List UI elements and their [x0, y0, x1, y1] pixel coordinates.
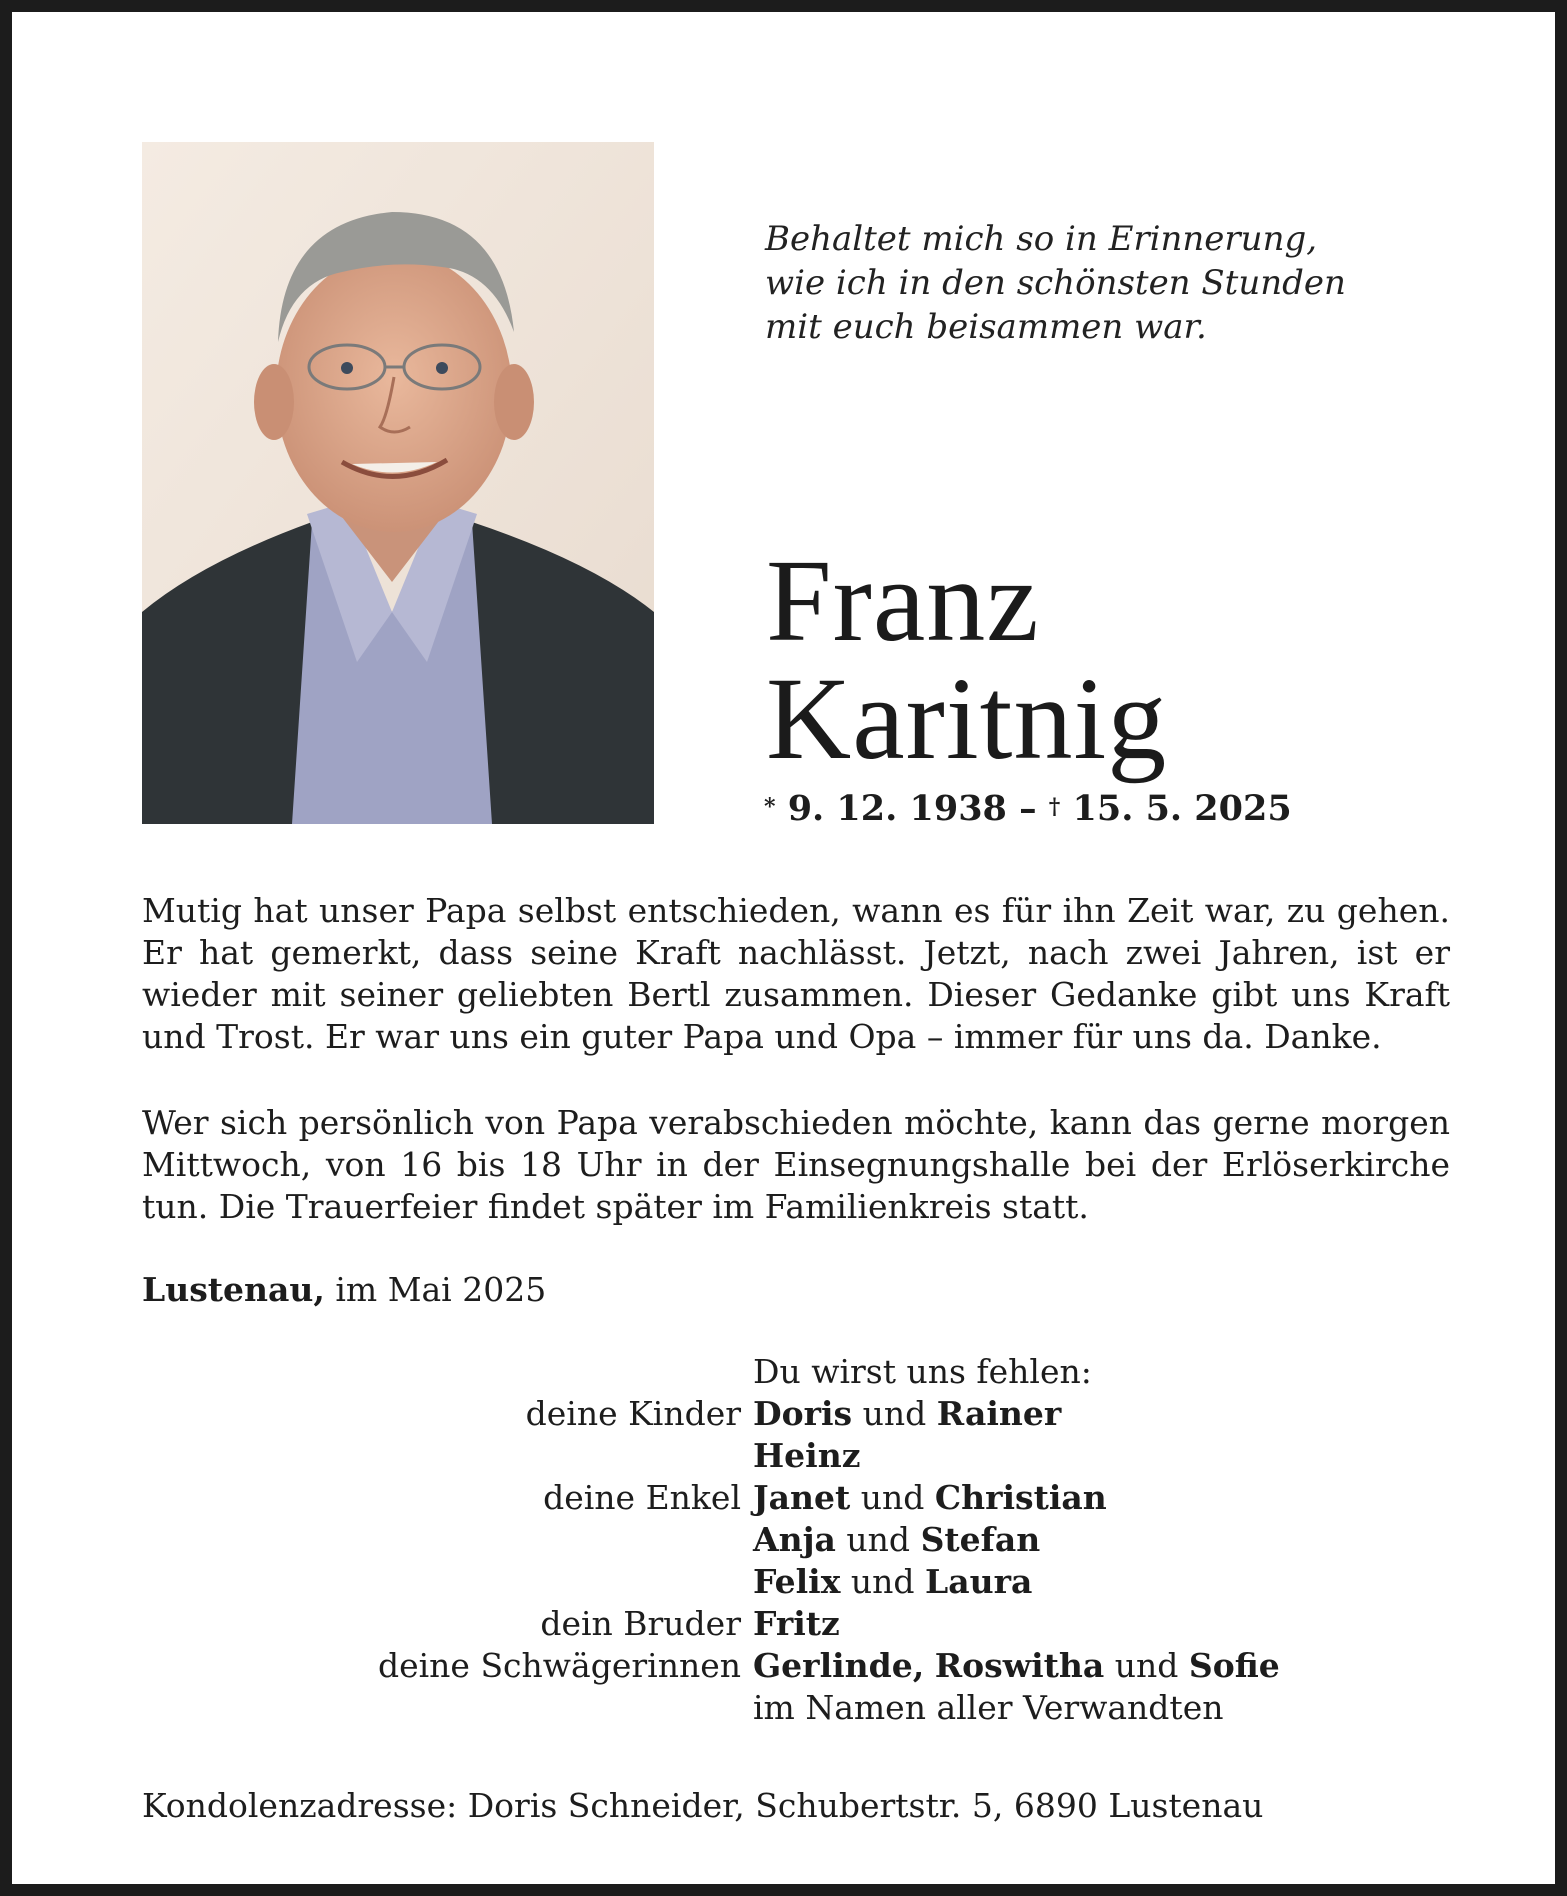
name-joiner: und	[860, 1478, 925, 1517]
mourner-relation	[312, 1519, 753, 1561]
birth-date: 9. 12. 1938	[787, 788, 1007, 829]
name-joiner: und	[862, 1394, 927, 1433]
mourner-relation	[312, 1561, 753, 1603]
mourner-row	[312, 1393, 1462, 1435]
birth-star-icon: *	[764, 794, 776, 820]
mourner-row	[312, 1603, 1462, 1645]
mourners-closing-row	[312, 1687, 1462, 1729]
portrait-image	[142, 142, 654, 824]
mourners-intro-row	[312, 1351, 1462, 1393]
mourner-name: Doris	[753, 1394, 853, 1433]
mourner-row	[312, 1435, 1462, 1477]
condolence-address: Kondolenzadresse: Doris Schneider, Schubertstr. 5, 6890 Lustenau	[142, 1786, 1264, 1825]
name-joiner: und	[846, 1520, 911, 1559]
mourner-names	[753, 1435, 860, 1477]
mourner-row	[312, 1477, 1462, 1519]
mourner-name: Stefan	[920, 1520, 1041, 1559]
mourner-row	[312, 1645, 1462, 1687]
mourner-name: Roswitha	[934, 1646, 1105, 1685]
quote-line: Behaltet mich so in Erinnerung,	[765, 219, 1318, 259]
mourner-name: Anja	[753, 1520, 836, 1559]
mourners-closing: im Namen aller Verwandten	[753, 1688, 1224, 1727]
mourner-name: Sofie	[1188, 1646, 1280, 1685]
place-date-line	[142, 1269, 546, 1311]
mourner-rows	[312, 1393, 1462, 1687]
mourner-names	[753, 1603, 840, 1645]
tribute-paragraph: Mutig hat unser Papa selbst entschieden, wann es für ihn Zeit war, zu gehen. Er hat gemerkt, dass seine Kraft nachlässt. Jetzt, nach zwei Jahren, ist er wieder mit seiner geliebten Bertl zusammen. Dieser Gedanke gibt uns Kraft und Trost. Er war uns ein guter Papa und Opa – immer für uns da. Danke.	[142, 891, 1450, 1056]
quote-line: mit euch beisammen war.	[765, 307, 1207, 347]
death-cross-icon: †	[1048, 794, 1061, 820]
mourner-relation: deine Schwägerinnen	[377, 1646, 741, 1685]
mourner-name: Janet	[753, 1478, 851, 1517]
first-name: Franz	[766, 535, 1040, 666]
mourner-names	[753, 1519, 1040, 1561]
mourner-relation	[312, 1435, 753, 1477]
name-joiner: und	[850, 1562, 915, 1601]
name-joiner: und	[1114, 1646, 1179, 1685]
mourner-relation: dein Bruder	[540, 1604, 741, 1643]
memorial-quote	[765, 217, 1465, 349]
mourner-name: Rainer	[936, 1394, 1062, 1433]
mourner-name: Laura	[925, 1562, 1033, 1601]
life-dates	[764, 787, 1292, 831]
mourner-name: Christian	[934, 1478, 1107, 1517]
portrait-photo	[142, 142, 654, 824]
place-name: Lustenau,	[142, 1270, 325, 1309]
mourner-name: Heinz	[753, 1436, 861, 1475]
mourners-list	[312, 1351, 1462, 1729]
mourners-intro: Du wirst uns fehlen:	[753, 1352, 1092, 1391]
mourner-name: Felix	[753, 1562, 841, 1601]
mourner-relation: deine Enkel	[543, 1478, 741, 1517]
mourner-names	[753, 1645, 1280, 1687]
quote-line: wie ich in den schönsten Stunden	[765, 263, 1346, 303]
mourner-relation: deine Kinder	[525, 1394, 741, 1433]
farewell-info-paragraph: Wer sich persönlich von Papa verabschieden möchte, kann das gerne morgen Mittwoch, von 16 bis 18 Uhr in der Einsegnungshalle bei der Erlöserkirche tun. Die Trauerfeier findet später im Familienkreis statt.	[142, 1103, 1450, 1226]
date-separator: –	[1019, 788, 1037, 829]
mourner-name: Fritz	[753, 1604, 840, 1643]
place-date: im Mai 2025	[335, 1270, 547, 1309]
deceased-name	[766, 535, 1466, 784]
mourner-names	[753, 1393, 1061, 1435]
mourner-names	[753, 1477, 1107, 1519]
last-name: Karitnig	[766, 653, 1168, 784]
mourner-names	[753, 1561, 1032, 1603]
death-date: 15. 5. 2025	[1072, 788, 1292, 829]
mourner-row	[312, 1561, 1462, 1603]
mourner-row	[312, 1519, 1462, 1561]
mourner-name: Gerlinde,	[753, 1646, 925, 1685]
